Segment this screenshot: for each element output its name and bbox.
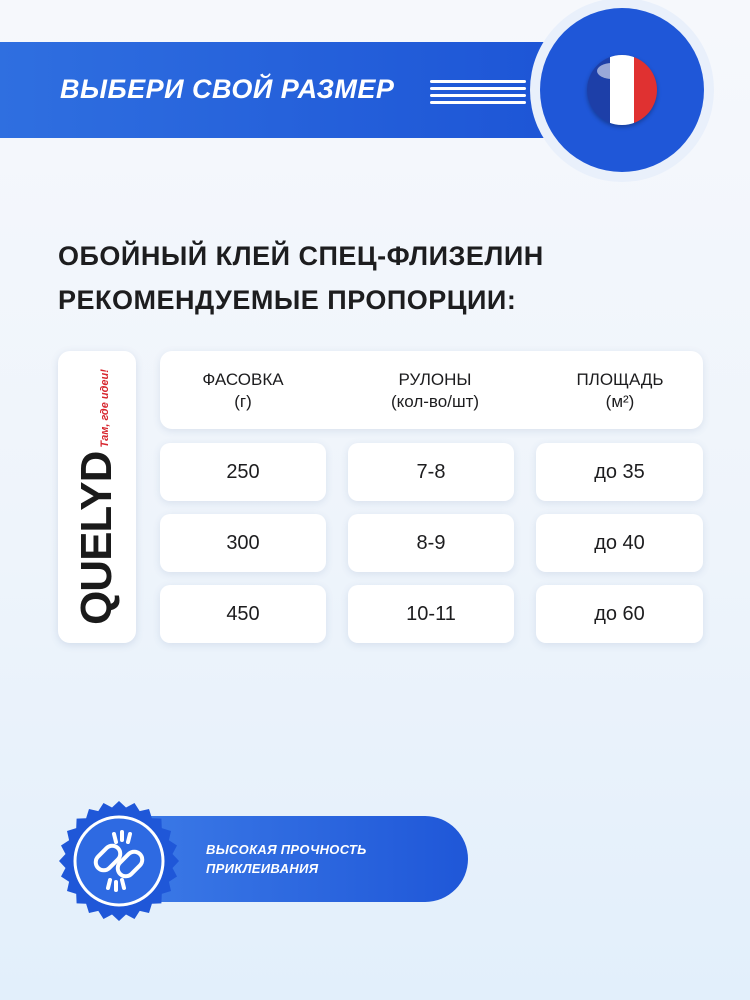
brand-logo xyxy=(72,369,122,625)
header-label: ФАСОВКА xyxy=(202,370,284,389)
table-header xyxy=(160,351,703,429)
header-label: РУЛОНЫ xyxy=(398,370,472,389)
flag-badge xyxy=(540,8,704,172)
feature-line-2: ПРИКЛЕИВАНИЯ xyxy=(206,861,319,876)
column-header-packing xyxy=(198,369,288,413)
logo-name: QUELYD xyxy=(72,451,121,625)
table-cell-rolls: 7-8 xyxy=(348,443,514,501)
heading-line-1: ОБОЙНЫЙ КЛЕЙ СПЕЦ-ФЛИЗЕЛИН xyxy=(58,241,544,271)
banner-stripes xyxy=(430,80,526,108)
table-cell-area: до 60 xyxy=(536,585,703,643)
header-unit: (г) xyxy=(234,392,252,411)
table-cell-area: до 40 xyxy=(536,514,703,572)
feature-text xyxy=(206,840,367,878)
feature-badge xyxy=(56,798,182,924)
table-cell-packing: 300 xyxy=(160,514,326,572)
table-cell-area: до 35 xyxy=(536,443,703,501)
table-cell-rolls: 8-9 xyxy=(348,514,514,572)
logo-tagline: Там, где идеи! xyxy=(99,369,111,448)
table-cell-packing: 250 xyxy=(160,443,326,501)
feature-line-1: ВЫСОКАЯ ПРОЧНОСТЬ xyxy=(206,842,367,857)
page-heading xyxy=(58,234,544,322)
feature-banner xyxy=(150,816,468,902)
banner-title: ВЫБЕРИ СВОЙ РАЗМЕР xyxy=(60,74,395,104)
france-flag-icon xyxy=(587,55,657,125)
brand-logo-card xyxy=(58,351,136,643)
header-banner xyxy=(0,42,560,138)
header-unit: (м²) xyxy=(605,392,635,411)
column-header-rolls xyxy=(370,369,500,413)
column-header-area xyxy=(560,369,680,413)
table-cell-rolls: 10-11 xyxy=(348,585,514,643)
heading-line-2: РЕКОМЕНДУЕМЫЕ ПРОПОРЦИИ: xyxy=(58,285,517,315)
header-unit: (кол-во/шт) xyxy=(390,392,480,411)
table-cell-packing: 450 xyxy=(160,585,326,643)
header-label: ПЛОЩАДЬ xyxy=(576,370,664,389)
